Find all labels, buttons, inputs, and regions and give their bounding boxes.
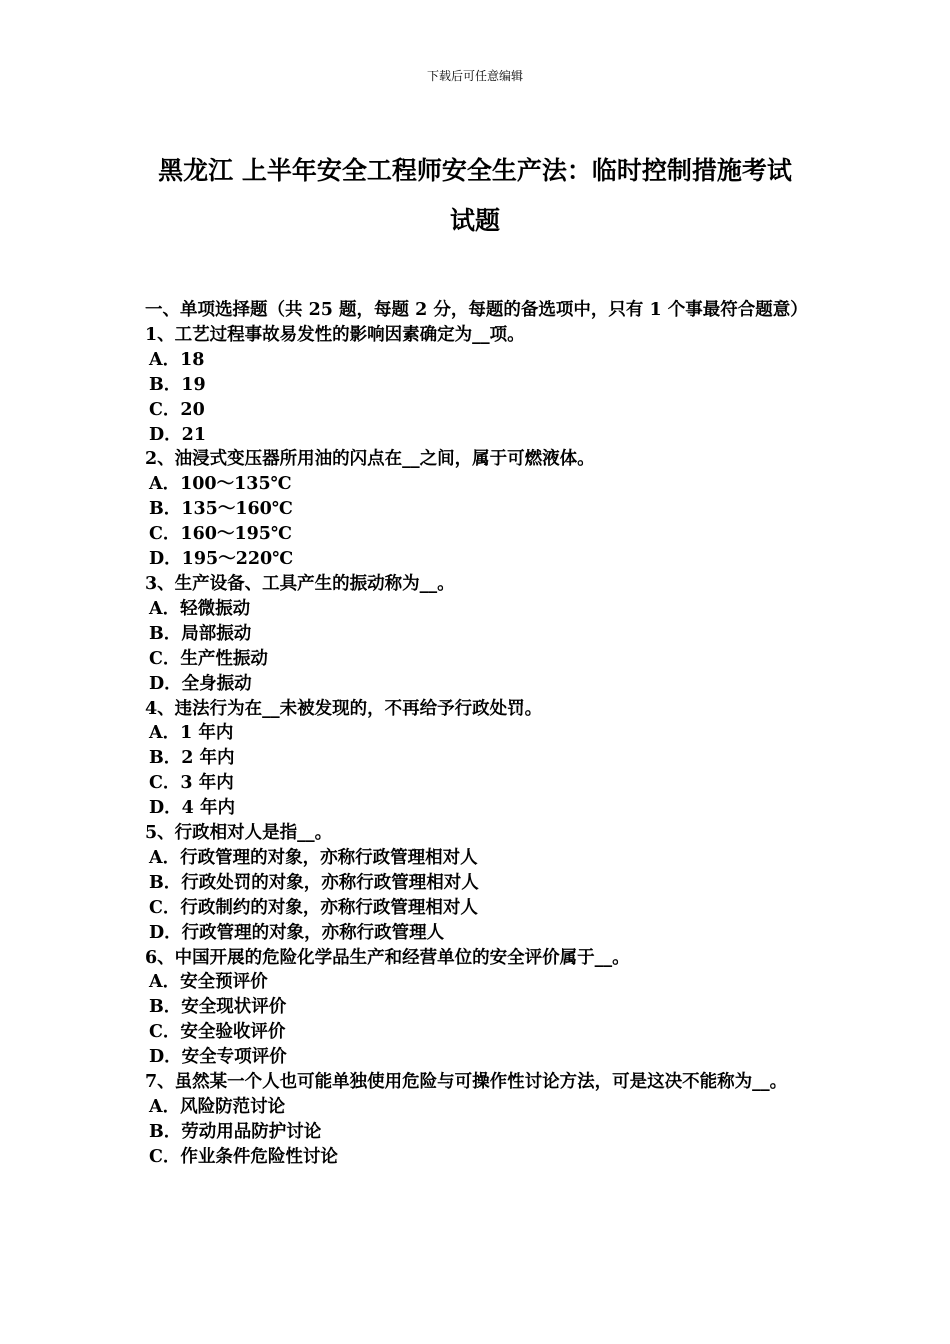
answer-option: D．4 年内 (149, 798, 235, 819)
question-stem: 6、中国开展的危险化学品生产和经营单位的安全评价属于__。 (145, 947, 630, 968)
question-item (145, 821, 810, 946)
answer-option: B．135～160℃ (149, 499, 293, 520)
question-stem: 3、生产设备、工具产生的振动称为__。 (145, 573, 455, 594)
answer-option: C．生产性振动 (149, 648, 268, 669)
question-stem: 7、虽然某一个人也可能单独使用危险与可操作性讨论方法，可是这决不能称为__。 (145, 1072, 788, 1093)
answer-option: C．安全验收评价 (149, 1022, 286, 1043)
answer-option: C．20 (149, 399, 205, 420)
document-title-line-1: 黑龙江 上半年安全工程师安全生产法：临时控制措施考试 (158, 156, 792, 185)
question-stem: 2、油浸式变压器所用油的闪点在__之间，属于可燃液体。 (145, 449, 595, 470)
question-list (145, 323, 810, 1170)
answer-option: B．局部振动 (149, 623, 252, 644)
question-item (145, 946, 810, 1071)
answer-option: A．风险防范讨论 (149, 1097, 286, 1117)
answer-option: A．轻微振动 (149, 598, 251, 619)
answer-option: A．安全预评价 (149, 972, 268, 993)
answer-option: D．21 (149, 424, 207, 445)
page-header-note: 下载后可任意编辑 (426, 69, 523, 83)
question-stem: 4、违法行为在__未被发现的，不再给予行政处罚。 (145, 698, 543, 719)
question-stem: 5、行政相对人是指__。 (145, 823, 333, 844)
question-item (145, 572, 810, 697)
question-item (145, 323, 810, 448)
answer-option: B．安全现状评价 (149, 997, 287, 1018)
document-title-line-2: 试题 (449, 206, 500, 235)
answer-option: A．18 (149, 349, 205, 370)
answer-option: D．安全专项评价 (149, 1047, 287, 1068)
answer-option: B．19 (149, 374, 206, 395)
answer-option: C．行政制约的对象，亦称行政管理相对人 (149, 897, 478, 918)
question-stem: 1、工艺过程事故易发性的影响因素确定为__项。 (145, 324, 525, 345)
section-heading: 一、单项选择题（共 25 题，每题 2 分，每题的备选项中，只有 1 个事最符合题意） (145, 300, 808, 320)
answer-option: D．行政管理的对象，亦称行政管理人 (149, 922, 445, 943)
answer-option: B．2 年内 (149, 748, 235, 769)
answer-option: B．劳动用品防护讨论 (149, 1121, 322, 1142)
answer-option: A．1 年内 (149, 723, 234, 744)
answer-option: C．3 年内 (149, 773, 234, 794)
answer-option: D．全身振动 (149, 673, 252, 694)
document-title (140, 146, 810, 246)
answer-option: B．行政处罚的对象，亦称行政管理相对人 (149, 872, 479, 893)
exam-content (145, 298, 810, 1170)
answer-option: A．100～135℃ (149, 474, 292, 495)
answer-option: C．作业条件危险性讨论 (149, 1146, 338, 1167)
answer-option: C．160～195℃ (149, 524, 292, 545)
question-item (145, 1070, 810, 1170)
question-item (145, 447, 810, 572)
answer-option: A．行政管理的对象，亦称行政管理相对人 (149, 847, 478, 868)
answer-option: D．195～220℃ (149, 549, 294, 570)
question-item (145, 697, 810, 822)
